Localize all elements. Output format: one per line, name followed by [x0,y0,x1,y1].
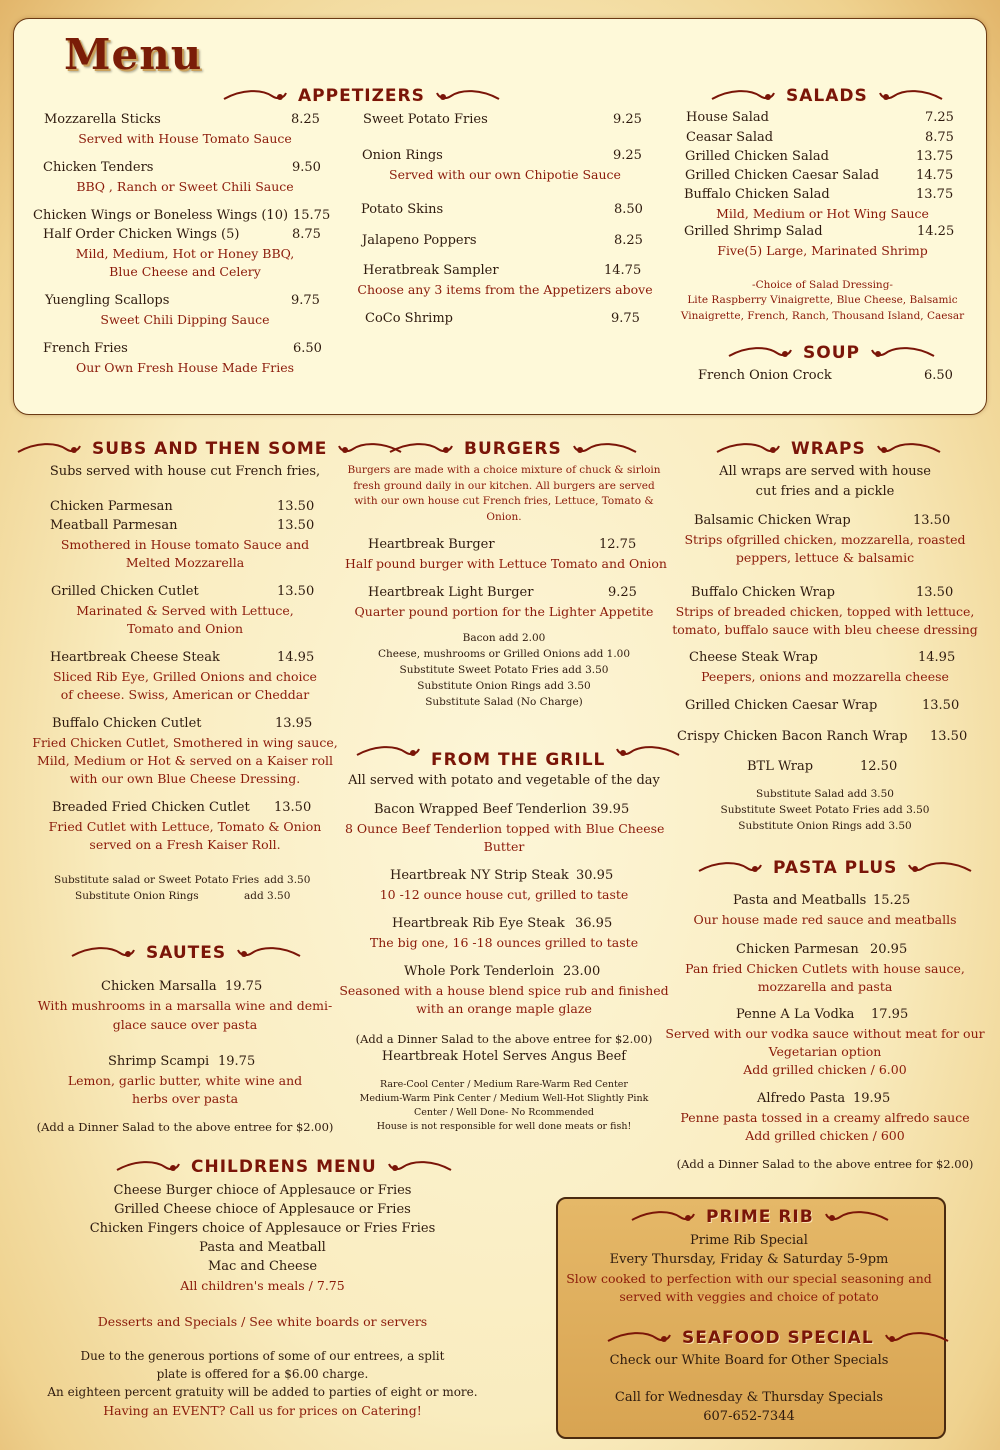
item-desc: Mild, Medium or Hot Wing Sauce [716,206,929,221]
left-flourish-icon [16,440,86,458]
item-desc: Tomato and Onion [126,621,244,636]
grill-heading: FROM THE GRILL [355,734,681,770]
right-flourish-icon [874,87,944,105]
item-price: 13.50 [277,518,315,533]
item-name: Alfredo Pasta [757,1091,846,1106]
item-name: Yuengling Scallops [45,293,170,308]
item-desc: Vegetarian option [768,1044,882,1059]
right-flourish-icon [383,1158,453,1176]
item-name: Pasta and Meatballs [733,893,867,908]
item-name: Shrimp Scampi [108,1054,210,1069]
item-price: 9.50 [292,160,321,175]
right-flourish-icon [232,944,302,962]
item-price: 23.00 [563,964,601,979]
section-intro: All wraps are served with house [719,464,931,479]
item-desc: tomato, buffalo sauce with bleu cheese dressing [672,622,978,637]
event-note: Having an EVENT? Call us for prices on Catering! [103,1403,422,1418]
item-desc: mozzarella and pasta [757,979,893,994]
appetizers-heading: APPETIZERS [222,86,501,106]
item-price: 15.25 [873,893,911,908]
item-desc: herbs over pasta [131,1091,239,1106]
left-flourish-icon [115,1158,185,1176]
addon-note: Substitute Salad (No Charge) [425,696,583,708]
item-name: Half Order Chicken Wings (5) [43,227,240,242]
item-name: Buffalo Chicken Cutlet [52,716,202,731]
item-desc: Our house made red sauce and meatballs [693,912,957,927]
addon-note: Substitute Onion Rings add 3.50 [417,680,591,692]
item-name: Meatball Parmesan [50,518,178,533]
item-desc: 8 Ounce Beef Tenderlion topped with Blue Cheese [345,821,665,836]
dressing-list: Vinaigrette, French, Ranch, Thousand Island, Caesar [680,310,965,322]
item-price: 8.75 [925,130,954,145]
item-desc: Sliced Rib Eye, Grilled Onions and choice [53,669,317,684]
burgers-intro: with our own house cut French fries, Lettuce, Tomato & [354,495,654,507]
item-price: 7.25 [925,110,954,125]
item-desc: Melted Mozzarella [125,555,245,570]
burgers-intro: Burgers are made with a choice mixture of chuck & sirloin [347,464,661,476]
call-note: Call for Wednesday & Thursday Specials [614,1390,884,1405]
addon-note: Cheese, mushrooms or Grilled Onions add 1.00 [377,648,631,660]
item-desc: Smothered in House tomato Sauce and [60,537,310,552]
seafood-heading: SEAFOOD SPECIAL [606,1328,950,1348]
item-name: Buffalo Chicken Wrap [691,585,835,600]
prime-rib-desc: Slow cooked to perfection with our special seasoning and [566,1271,932,1286]
substitute-price: add 3.50 [244,890,291,902]
prime-rib-desc: served with veggies and choice of potato [619,1289,879,1304]
item-name: CoCo Shrimp [365,311,453,326]
phone-number: 607-652-7344 [703,1409,795,1424]
seafood-note: Check our White Board for Other Specials [609,1353,889,1368]
item-desc: Pan fried Chicken Cutlets with house sauce, [685,961,965,976]
addon-note: Bacon add 2.00 [462,632,546,644]
item-desc: Lemon, garlic butter, white wine and [67,1073,303,1088]
item-name: Whole Pork Tenderloin [404,964,555,979]
item-name: Grilled Chicken Cutlet [51,584,199,599]
right-flourish-icon [431,87,501,105]
item-name: Heartbreak Light Burger [368,585,534,600]
left-flourish-icon [70,944,140,962]
item-price: 13.50 [277,584,315,599]
substitute-note: Substitute Sweet Potato Fries add 3.50 [720,804,930,816]
item-desc: Mild, Medium, Hot or Honey BBQ, [75,246,295,261]
item-desc: Half pound burger with Lettuce Tomato and Onion [345,556,667,571]
item-price: 9.25 [608,585,637,600]
item-price: 8.50 [614,202,643,217]
item-price: 13.95 [275,716,313,731]
item-price: 14.25 [917,224,955,239]
prime-rib-heading: PRIME RIB [630,1207,890,1227]
item-desc: Five(5) Large, Marinated Shrimp [717,243,928,258]
item-price: 6.50 [293,341,322,356]
split-note: plate is offered for a $6.00 charge. [156,1367,369,1381]
item-desc: glace sauce over pasta [112,1017,258,1032]
item-price: 9.25 [613,148,642,163]
kids-item: Chicken Fingers choice of Applesauce or Fries Fries [89,1221,436,1236]
item-name: Buffalo Chicken Salad [684,187,830,202]
item-desc: Fried Cutlet with Lettuce, Tomato & Onion [48,819,322,834]
item-price: 30.95 [576,868,614,883]
wraps-heading: WRAPS [715,439,942,459]
item-price: 13.50 [277,499,315,514]
item-desc: Our Own Fresh House Made Fries [75,360,295,375]
item-desc: Add grilled chicken / 6.00 [743,1062,907,1077]
soup-heading: SOUP [727,343,936,363]
item-desc: Served with our vodka sauce without meat for our [665,1026,985,1041]
dressing-title: -Choice of Salad Dressing- [752,279,893,291]
right-flourish-icon [880,1329,950,1347]
salad-note: (Add a Dinner Salad to the above entree for $2.00) [355,1032,653,1046]
kids-item: Cheese Burger chioce of Applesauce or Fries [113,1183,412,1198]
item-desc: 10 -12 ounce house cut, grilled to taste [379,887,629,902]
pasta-heading: PASTA PLUS [697,858,973,878]
item-name: Penne A La Vodka [736,1007,855,1022]
item-name: Grilled Chicken Caesar Salad [685,168,880,183]
item-desc: Peepers, onions and mozzarella cheese [701,669,949,684]
item-desc: Blue Cheese and Celery [109,264,261,279]
kids-item: Pasta and Meatball [199,1240,326,1255]
item-desc: Add grilled chicken / 600 [745,1128,905,1143]
item-price: 9.75 [291,293,320,308]
item-name: Crispy Chicken Bacon Ranch Wrap [677,729,908,744]
item-name: Onion Rings [362,148,443,163]
item-name: Ceasar Salad [686,130,774,145]
item-price: 9.75 [611,311,640,326]
item-name: Chicken Tenders [43,160,154,175]
item-name: Breaded Fried Chicken Cutlet [52,800,250,815]
dressing-list: Lite Raspberry Vinaigrette, Blue Cheese, Balsamic [687,294,958,306]
prime-rib-title: Prime Rib Special [690,1233,808,1248]
item-desc: Fried Chicken Cutlet, Smothered in wing sauce, [32,735,338,750]
sautes-heading: SAUTES [70,943,302,963]
item-name: Chicken Parmesan [736,942,859,957]
kids-item: Mac and Cheese [207,1259,318,1274]
item-name: Jalapeno Poppers [362,233,477,248]
item-price: 36.95 [575,916,613,931]
item-desc: of cheese. Swiss, American or Cheddar [60,687,310,702]
item-price: 19.75 [218,1054,256,1069]
split-note: Due to the generous portions of some of our entrees, a split [80,1349,445,1363]
item-name: Bacon Wrapped Beef Tenderlion [374,802,587,817]
item-price: 19.95 [853,1091,891,1106]
item-price: 13.50 [916,585,954,600]
item-price: 14.95 [918,650,956,665]
left-flourish-icon [222,87,292,105]
right-flourish-icon [872,440,942,458]
right-flourish-icon [903,859,973,877]
page-title: Menu [64,30,203,79]
left-flourish-icon [697,859,767,877]
substitute-note: Substitute Onion Rings add 3.50 [738,820,912,832]
section-intro: Subs served with house cut French fries, [49,464,321,479]
item-price: 13.50 [930,729,968,744]
temperature-guide: Center / Well Done- No Rcommended [413,1107,595,1118]
item-price: 14.75 [916,168,954,183]
item-price: 13.50 [274,800,312,815]
left-flourish-icon [355,743,425,761]
item-desc: BBQ , Ranch or Sweet Chili Sauce [76,179,294,194]
gratuity-note: An eighteen percent gratuity will be added to parties of eight or more. [47,1385,478,1399]
item-name: Heratbreak Sampler [363,263,499,278]
item-desc: with our own Blue Cheese Dressing. [69,771,301,786]
left-flourish-icon [715,440,785,458]
item-name: Heartbreak NY Strip Steak [390,868,569,883]
angus-note: Heartbreak Hotel Serves Angus Beef [381,1049,627,1064]
item-name: Chicken Wings or Boneless Wings (10) [33,208,289,223]
temperature-guide: House is not responsible for well done meats or fish! [376,1121,632,1132]
item-name: Sweet Potato Fries [363,112,488,127]
item-name: Mozzarella Sticks [44,112,161,127]
item-desc: with an orange maple glaze [416,1001,592,1016]
item-price: 6.50 [924,368,953,383]
item-name: Grilled Chicken Salad [685,149,829,164]
temperature-guide: Rare-Cool Center / Medium Rare-Warm Red Center [380,1079,628,1090]
item-desc: The big one, 16 -18 ounces grilled to taste [369,935,639,950]
kids-price: All children's meals / 7.75 [180,1278,345,1293]
item-price: 14.95 [277,650,315,665]
item-name: Chicken Marsalla [101,979,217,994]
substitute-price: add 3.50 [264,874,311,886]
desserts-note: Desserts and Specials / See white boards or servers [97,1314,428,1329]
salad-note: (Add a Dinner Salad to the above entree for $2.00) [36,1120,334,1134]
burgers-intro: Onion. [486,511,522,523]
item-price: 8.25 [291,112,320,127]
item-desc: Choose any 3 items from the Appetizers above [357,282,653,297]
item-name: Heartbreak Cheese Steak [50,650,220,665]
item-name: French Fries [43,341,128,356]
subs-heading: SUBS AND THEN SOME [16,439,403,459]
item-desc: Sweet Chili Dipping Sauce [100,312,270,327]
item-name: BTL Wrap [747,759,814,774]
salad-note: (Add a Dinner Salad to the above entree for $2.00) [676,1157,974,1171]
item-price: 9.25 [613,112,642,127]
left-flourish-icon [606,1329,676,1347]
item-desc: Strips of breaded chicken, topped with lettuce, [675,604,975,619]
salads-heading: SALADS [710,86,944,106]
left-flourish-icon [710,87,780,105]
item-price: 15.75 [293,208,331,223]
item-name: French Onion Crock [698,368,832,383]
item-desc: peppers, lettuce & balsamic [735,550,915,565]
substitute-note: Substitute Salad add 3.50 [756,788,894,800]
item-desc: Butter [483,839,525,854]
item-price: 8.25 [614,233,643,248]
item-name: Cheese Steak Wrap [689,650,818,665]
burgers-intro: fresh ground daily in our kitchen. All burgers are served [353,480,655,492]
item-name: Balsamic Chicken Wrap [694,513,851,528]
item-name: Heartbreak Burger [368,537,495,552]
item-desc: With mushrooms in a marsalla wine and demi- [37,998,333,1013]
item-price: 12.75 [599,537,637,552]
item-price: 20.95 [870,942,908,957]
item-price: 12.50 [860,759,898,774]
right-flourish-icon [866,344,936,362]
right-flourish-icon [568,440,638,458]
item-name: Chicken Parmesan [50,499,173,514]
item-price: 13.75 [916,149,954,164]
item-price: 13.50 [913,513,951,528]
item-name: House Salad [686,110,769,125]
item-price: 14.75 [604,263,642,278]
section-intro: cut fries and a pickle [755,484,895,499]
section-intro: All served with potato and vegetable of the day [348,773,660,788]
item-desc: Strips ofgrilled chicken, mozzarella, roasted [684,532,966,547]
item-desc: Marinated & Served with Lettuce, [76,603,294,618]
substitute-note: Substitute Onion Rings [75,890,199,902]
item-desc: Mild, Medium or Hot & served on a Kaiser roll [36,753,334,768]
item-desc: Served with our own Chipotie Sauce [389,167,621,182]
item-desc: Quarter pound portion for the Lighter Appetite [354,604,654,619]
right-flourish-icon [820,1208,890,1226]
kids-item: Grilled Cheese chioce of Applesauce or Fries [114,1202,411,1217]
substitute-note: Substitute salad or Sweet Potato Fries [54,874,260,886]
item-desc: Penne pasta tossed in a creamy alfredo sauce [680,1110,970,1125]
item-price: 13.50 [922,698,960,713]
prime-rib-schedule: Every Thursday, Friday & Saturday 5-9pm [609,1252,889,1267]
item-price: 19.75 [225,979,263,994]
item-price: 8.75 [292,227,321,242]
item-price: 17.95 [871,1007,909,1022]
item-desc: Seasoned with a house blend spice rub and finished [339,983,669,998]
item-name: Heartbreak Rib Eye Steak [392,916,565,931]
item-desc: Served with House Tomato Sauce [78,131,292,146]
item-price: 13.75 [916,187,954,202]
left-flourish-icon [727,344,797,362]
left-flourish-icon [630,1208,700,1226]
item-name: Grilled Chicken Caesar Wrap [685,698,878,713]
burgers-heading: BURGERS [388,439,638,459]
temperature-guide: Medium-Warm Pink Center / Medium Well-Hot Slightly Pink [359,1093,649,1104]
right-flourish-icon [611,743,681,761]
item-desc: served on a Fresh Kaiser Roll. [89,837,281,852]
item-name: Grilled Shrimp Salad [684,224,823,239]
addon-note: Substitute Sweet Potato Fries add 3.50 [399,664,609,676]
left-flourish-icon [388,440,458,458]
item-price: 39.95 [592,802,630,817]
childrens-heading: CHILDRENS MENU [115,1157,453,1177]
item-name: Potato Skins [361,202,444,217]
